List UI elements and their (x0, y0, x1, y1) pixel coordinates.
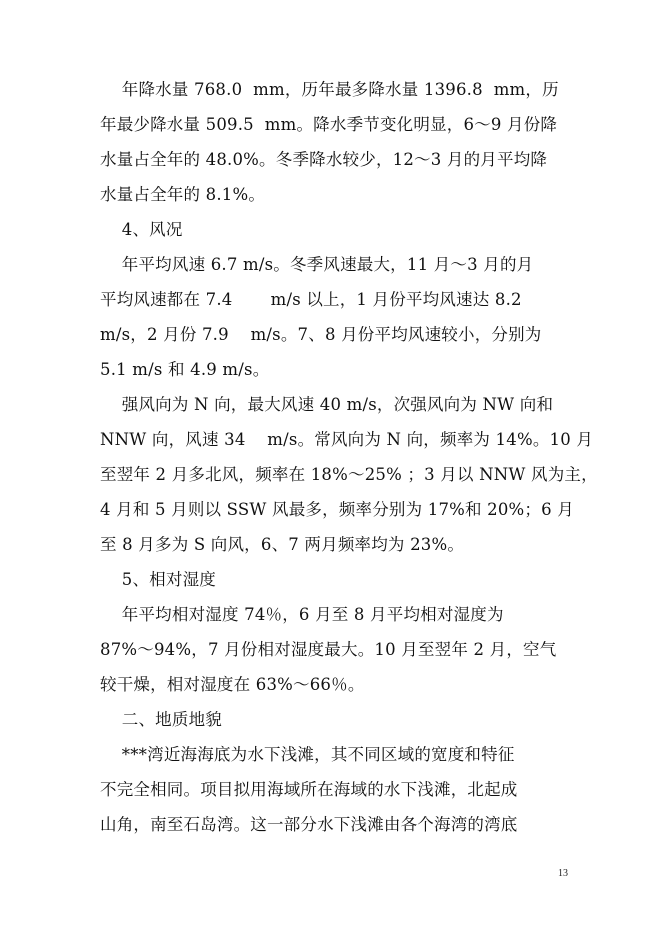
text-line: 不完全相同。项目拟用海域所在海域的水下浅滩，北起成 (100, 780, 518, 799)
text-line: 年最少降水量 509.5 mm。降水季节变化明显，6～9 月份降 (100, 115, 558, 134)
text-line: 87%～94%，7 月份相对湿度最大。10 月至翌年 2 月，空气 (100, 640, 557, 659)
text-line: 4 月和 5 月则以 SSW 风最多，频率分别为 17%和 20%；6 月 (100, 500, 574, 519)
text-line: ***湾近海海底为水下浅滩，其不同区域的宽度和特征 (100, 745, 515, 764)
text-line: NNW 向，风速 34 m/s。常风向为 N 向，频率为 14%。10 月 (100, 430, 594, 449)
text-line: 年降水量 768.0 mm，历年最多降水量 1396.8 mm，历 (100, 80, 559, 99)
text-line: 至翌年 2 月多北风，频率在 18%～25% ；3 月以 NNW 风为主， (100, 465, 598, 484)
text-line: m/s，2 月份 7.9 m/s。7、8 月份平均风速较小，分别为 (100, 325, 542, 344)
text-line: 较干燥，相对湿度在 63%～66％。 (100, 675, 365, 694)
section-heading: 5、相对湿度 (100, 570, 216, 589)
text-line: 5.1 m/s 和 4.9 m/s。 (100, 360, 270, 379)
text-line: 平均风速都在 7.4 m/s 以上，1 月份平均风速达 8.2 (100, 290, 522, 309)
text-line: 水量占全年的 8.1%。 (100, 185, 266, 204)
text-line: 年平均相对湿度 74％，6 月至 8 月平均相对湿度为 (100, 605, 504, 624)
text-line: 水量占全年的 48.0%。冬季降水较少，12～3 月的月平均降 (100, 150, 548, 169)
page-number: 13 (558, 868, 568, 879)
text-line: 山角，南至石岛湾。这一部分水下浅滩由各个海湾的湾底 (100, 815, 518, 834)
section-heading: 二、地质地貌 (100, 710, 222, 729)
text-line: 至 8 月多为 S 向风，6、7 两月频率均为 23%。 (100, 535, 465, 554)
section-heading: 4、风况 (100, 220, 183, 239)
text-line: 强风向为 N 向，最大风速 40 m/s，次强风向为 NW 向和 (100, 395, 554, 414)
text-line: 年平均风速 6.7 m/s。冬季风速最大，11 月～3 月的月 (100, 255, 534, 274)
